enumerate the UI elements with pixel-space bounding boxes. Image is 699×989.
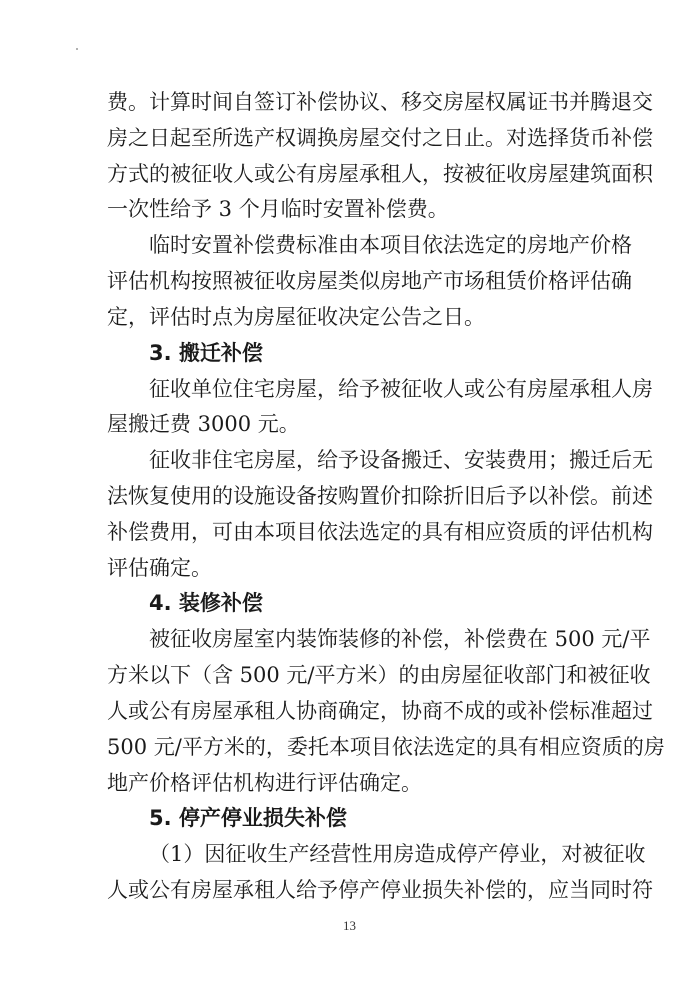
body-line: 500 元/平方米的，委托本项目依法选定的具有相应资质的房 xyxy=(107,735,665,759)
body-line: 人或公有房屋承租人协商确定，协商不成的或补偿标准超过 xyxy=(107,699,653,723)
section-heading-4: 4. 装修补偿 xyxy=(149,591,263,615)
body-line: 补偿费用，可由本项目依法选定的具有相应资质的评估机构 xyxy=(107,520,653,544)
body-line: 法恢复使用的设施设备按购置价扣除折旧后予以补偿。前述 xyxy=(107,484,653,508)
paragraph-first-line: （1）因征收生产经营性用房造成停产停业，对被征收 xyxy=(149,842,646,866)
body-line: 一次性给予 3 个月临时安置补偿费。 xyxy=(107,197,449,221)
paragraph-first-line: 临时安置补偿费标准由本项目依法选定的房地产价格 xyxy=(149,233,632,257)
body-line: 房之日起至所选产权调换房屋交付之日止。对选择货币补偿 xyxy=(107,126,653,150)
body-line: 费。计算时间自签订补偿协议、移交房屋权属证书并腾退交 xyxy=(107,90,653,114)
page-number: 13 xyxy=(343,918,356,933)
paragraph-first-line: 征收非住宅房屋，给予设备搬迁、安装费用；搬迁后无 xyxy=(149,448,653,472)
paragraph-first-line: 被征收房屋室内装饰装修的补偿，补偿费在 500 元/平 xyxy=(149,627,651,651)
body-line: 方米以下（含 500 元/平方米）的由房屋征收部门和被征收 xyxy=(107,663,651,687)
section-heading-5: 5. 停产停业损失补偿 xyxy=(149,806,347,830)
body-line: 评估机构按照被征收房屋类似房地产市场租赁价格评估确 xyxy=(107,269,632,293)
body-line: 定，评估时点为房屋征收决定公告之日。 xyxy=(107,305,485,329)
scan-speck xyxy=(76,48,78,50)
body-line: 地产价格评估机构进行评估确定。 xyxy=(107,771,422,795)
body-line: 评估确定。 xyxy=(107,556,212,580)
paragraph-first-line: 征收单位住宅房屋，给予被征收人或公有房屋承租人房 xyxy=(149,377,653,401)
section-heading-3: 3. 搬迁补偿 xyxy=(149,341,263,365)
body-line: 屋搬迁费 3000 元。 xyxy=(107,412,300,436)
body-line: 方式的被征收人或公有房屋承租人，按被征收房屋建筑面积 xyxy=(107,162,653,186)
body-line: 人或公有房屋承租人给予停产停业损失补偿的，应当同时符 xyxy=(107,878,653,902)
